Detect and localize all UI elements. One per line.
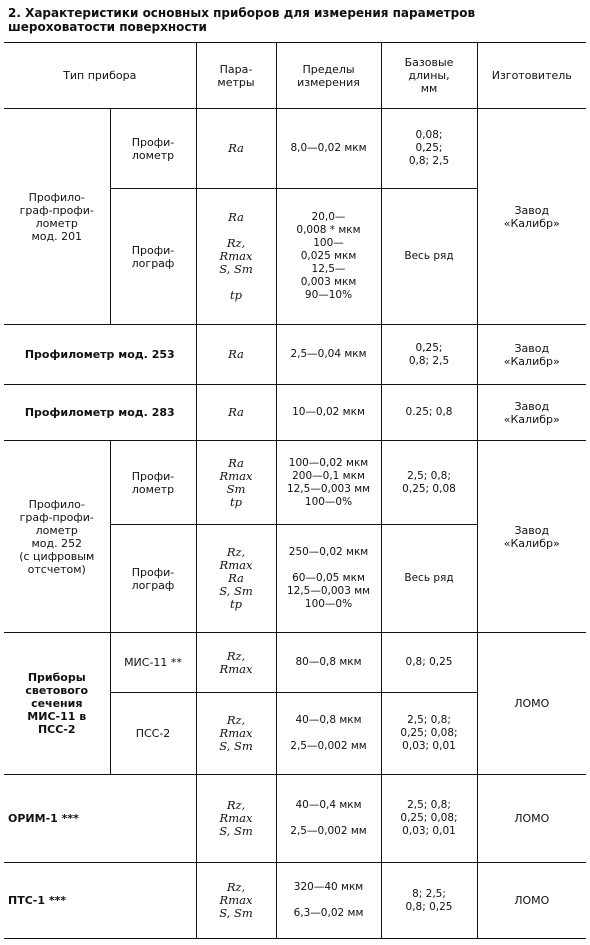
range-cell: 8,0—0,02 мкм <box>276 109 381 189</box>
instrument-name: Профилометр мод. 253 <box>4 325 196 385</box>
params-cell: Ra Rmax Sm tp <box>196 441 276 525</box>
table-row <box>4 441 586 525</box>
range-cell: 250—0,02 мкм 60—0,05 мкм 12,5—0,003 мм 100—0% <box>276 525 381 633</box>
table-row <box>4 633 586 693</box>
header-row <box>4 43 586 109</box>
range-cell: 2,5—0,04 мкм <box>276 325 381 385</box>
range-cell: 320—40 мкм 6,3—0,02 мм <box>276 863 381 939</box>
params-cell: Rz, Rmax S, Sm <box>196 775 276 863</box>
range-cell: 40—0,8 мкм 2,5—0,002 мм <box>276 693 381 775</box>
params-cell: Ra Rz, Rmax S, Sm tp <box>196 189 276 325</box>
params-cell: Rz, Rmax S, Sm <box>196 693 276 775</box>
instrument-mode: ПСС-2 <box>110 693 196 775</box>
maker-cell: Завод «Калибр» <box>477 385 586 441</box>
table-row <box>4 775 586 863</box>
table-row <box>4 325 586 385</box>
params-cell: Ra <box>196 109 276 189</box>
lengths-cell: 0,25; 0,8; 2,5 <box>381 325 477 385</box>
instrument-name: Профилометр мод. 283 <box>4 385 196 441</box>
instrument-name: ПТС-1 *** <box>4 863 196 939</box>
instrument-mode: МИС-11 ** <box>110 633 196 693</box>
params-cell: Ra <box>196 325 276 385</box>
lengths-cell: 2,5; 0,8; 0,25; 0,08; 0,03; 0,01 <box>381 693 477 775</box>
instrument-name: Профило- граф-профи- лометр мод. 201 <box>4 109 110 325</box>
maker-cell: ЛОМО <box>477 775 586 863</box>
header-params: Пара- метры <box>196 43 276 109</box>
params-cell: Rz, Rmax <box>196 633 276 693</box>
maker-cell: Завод «Калибр» <box>477 109 586 325</box>
maker-cell: Завод «Калибр» <box>477 325 586 385</box>
lengths-cell: 8; 2,5; 0,8; 0,25 <box>381 863 477 939</box>
instrument-mode: Профи- лограф <box>110 189 196 325</box>
header-lengths: Базовые длины, мм <box>381 43 477 109</box>
maker-cell: ЛОМО <box>477 863 586 939</box>
range-cell: 100—0,02 мкм 200—0,1 мкм 12,5—0,003 мм 100—0% <box>276 441 381 525</box>
maker-cell: ЛОМО <box>477 633 586 775</box>
instruments-table <box>4 42 586 939</box>
instrument-name: Профило- граф-профи- лометр мод. 252 (с цифровым отсчетом) <box>4 441 110 633</box>
lengths-cell: 2,5; 0,8; 0,25; 0,08 <box>381 441 477 525</box>
table-row <box>4 109 586 189</box>
table-row <box>4 863 586 939</box>
instrument-name: ОРИМ-1 *** <box>4 775 196 863</box>
params-cell: Rz, Rmax S, Sm <box>196 863 276 939</box>
lengths-cell: 0.25; 0,8 <box>381 385 477 441</box>
range-cell: 80—0,8 мкм <box>276 633 381 693</box>
instrument-mode: Профи- лограф <box>110 525 196 633</box>
table-caption: 2. Характеристики основных приборов для измерения параметров шероховатости поверхности <box>8 6 476 34</box>
lengths-cell: Весь ряд <box>381 525 477 633</box>
instrument-mode: Профи- лометр <box>110 441 196 525</box>
header-maker: Изготовитель <box>477 43 586 109</box>
header-type: Тип прибора <box>4 43 196 109</box>
range-cell: 20,0— 0,008 * мкм 100— 0,025 мкм 12,5— 0,003 мкм 90—10% <box>276 189 381 325</box>
table-row <box>4 385 586 441</box>
lengths-cell: 0,08; 0,25; 0,8; 2,5 <box>381 109 477 189</box>
lengths-cell: Весь ряд <box>381 189 477 325</box>
params-cell: Rz, Rmax Ra S, Sm tp <box>196 525 276 633</box>
lengths-cell: 2,5; 0,8; 0,25; 0,08; 0,03; 0,01 <box>381 775 477 863</box>
params-cell: Ra <box>196 385 276 441</box>
range-cell: 10—0,02 мкм <box>276 385 381 441</box>
lengths-cell: 0,8; 0,25 <box>381 633 477 693</box>
header-range: Пределы измерения <box>276 43 381 109</box>
maker-cell: Завод «Калибр» <box>477 441 586 633</box>
instrument-mode: Профи- лометр <box>110 109 196 189</box>
range-cell: 40—0,4 мкм 2,5—0,002 мм <box>276 775 381 863</box>
instrument-name: Приборы светового сечения МИС-11 в ПСС-2 <box>4 633 110 775</box>
